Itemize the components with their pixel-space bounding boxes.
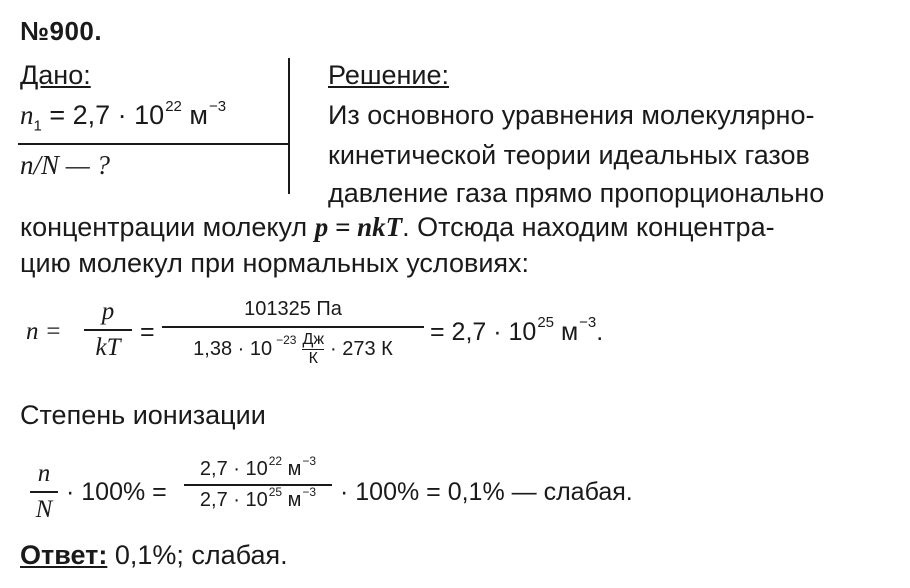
answer-text: 0,1%; слабая.: [107, 540, 288, 570]
formula1-lhs: n =: [26, 318, 62, 345]
main-frac-num: 101325 Па: [244, 298, 342, 320]
line4-pre: концентрации молекул: [20, 212, 315, 242]
given-vertical-divider: [288, 58, 290, 194]
ion-den-unit: м: [287, 489, 302, 511]
result-unit-exp: −3: [579, 314, 597, 331]
formula1-eq: =: [140, 318, 155, 346]
ionization-main-frac: [184, 454, 332, 512]
frac-kt: kT: [95, 334, 121, 361]
n1-unit: м: [189, 100, 208, 130]
given-n1: [20, 100, 226, 134]
den-exp: −23: [276, 332, 297, 347]
unit-num: Дж: [302, 331, 325, 348]
result-end: .: [596, 318, 604, 346]
ion-num-unit: м: [287, 458, 302, 480]
ion-den-exp: 25: [268, 485, 283, 499]
solution-line-2: кинетической теории идеальных газов: [328, 140, 810, 170]
den-temp: · 273 К: [330, 338, 393, 360]
ion-num-unit-exp: −3: [302, 454, 317, 468]
result-exp: 25: [537, 314, 555, 331]
ion-num-exp: 22: [268, 454, 283, 468]
n1-value: = 2,7 · 10: [49, 100, 165, 130]
solution-line-4: [20, 212, 775, 243]
ion-den-unit-exp: −3: [302, 485, 317, 499]
frac-n-bar: [30, 491, 58, 493]
ion-num: [199, 454, 317, 481]
solution-line-3: давление газа прямо пропорционально: [328, 178, 825, 208]
ion-den: [199, 485, 317, 512]
result-unit: м: [560, 318, 579, 346]
ionization-result: · 100% = 0,1% — слабая.: [340, 478, 633, 506]
frac-n: n: [37, 460, 51, 487]
ion-num-value: 2,7 · 10: [199, 458, 268, 480]
ionization-frac-n-N: [30, 460, 58, 524]
given-divider: [18, 143, 288, 145]
frac-N: N: [35, 496, 53, 523]
result-value: = 2,7 · 10: [430, 318, 537, 346]
main-frac-bar: [162, 326, 424, 328]
n1-sub: 1: [33, 117, 42, 135]
frac-p: p: [101, 298, 115, 325]
solution-label: Решение:: [328, 60, 450, 90]
formula1-frac-p-kt: [84, 298, 132, 362]
frac-bar: [84, 329, 132, 331]
solution-line-5: цию молекул при нормальных условиях:: [20, 248, 530, 278]
formula1-main-frac: [162, 298, 424, 368]
find-question: n/N — ?: [20, 150, 111, 180]
formula1-result: [430, 314, 604, 347]
ion-den-value: 2,7 · 10: [199, 489, 268, 511]
ionization-heading: Степень ионизации: [20, 400, 266, 430]
unit-den: К: [308, 350, 318, 367]
ionization-times: · 100% =: [66, 478, 167, 506]
answer-label: Ответ:: [20, 540, 108, 570]
line4-post: . Отсюда находим концентра-: [402, 212, 775, 242]
unit-frac: [302, 331, 324, 368]
line4-formula: p = nkT: [314, 212, 403, 242]
given-label: Дано:: [20, 60, 91, 90]
solution-line-1: Из основного уравнения молекулярно-: [328, 100, 815, 130]
den-const: 1,38 · 10: [193, 338, 273, 360]
n1-unit-exp: −3: [208, 98, 227, 115]
answer-line: [20, 540, 288, 571]
n1-var: n: [20, 100, 34, 130]
problem-number: №900.: [20, 16, 103, 46]
n1-exp: 22: [165, 98, 182, 115]
main-frac-den: [193, 331, 393, 368]
